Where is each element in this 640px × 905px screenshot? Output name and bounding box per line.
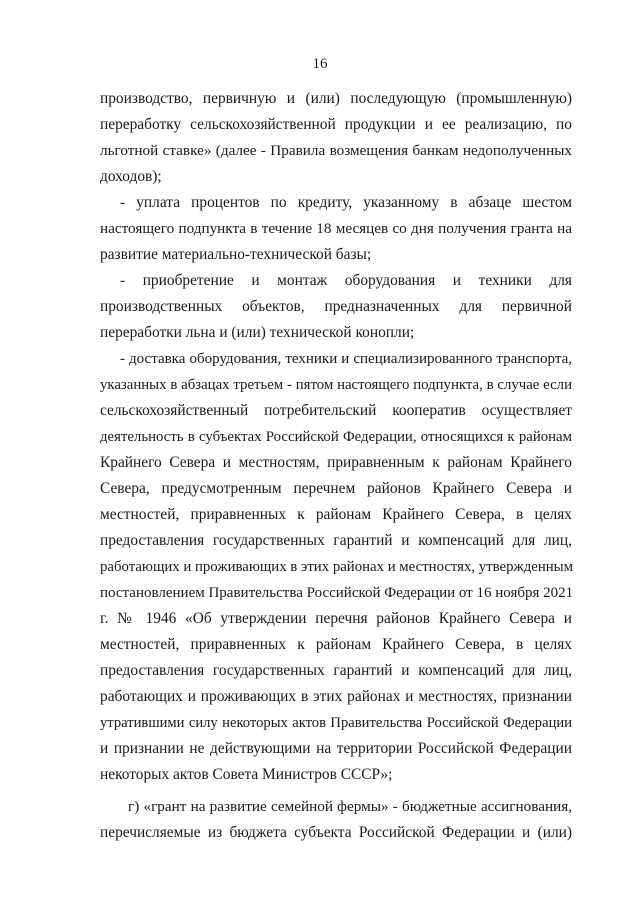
text-line: работающих и проживающих в этих районах и местностях, утвержденным [100,559,573,575]
text-line: производственных объектов, предназначенных для первичной [100,298,572,315]
text-line: местностей, приравненных к районам Крайнего Севера, в целях [100,506,572,523]
text-line: Севера, предусмотренным перечнем районов Крайнего Севера и [100,480,572,497]
text-line: постановлением Правительства Российской Федерации от 16 ноября 2021 [100,585,574,601]
text-line: настоящего подпункта в течение 18 месяцев со дня получения гранта на [100,220,572,237]
text-line: г. № 1946 «Об утверждении перечня районов Крайнего Севера и [100,610,572,627]
text-line: - доставка оборудования, техники и специализированного транспорта, [120,351,572,367]
text-line: производство, первичную и (или) последующую (промышленную) [100,90,572,107]
text-line: льготной ставке» (далее - Правила возмещения банкам недополученных [100,142,572,159]
text-line: некоторых актов Совета Министров СССР»; [100,766,393,783]
text-line: работающих и проживающих в этих районах и местностях, признании [100,688,572,705]
text-line: утратившими силу некоторых актов Правительства Российской Федерации [100,715,572,731]
text-line: предоставления государственных гарантий и компенсаций для лиц, [100,662,572,679]
text-line: развитие материально-технической базы; [100,246,372,263]
text-line: - приобретение и монтаж оборудования и техники для [120,272,572,289]
text-line: указанных в абзацах третьем - пятом настоящего подпункта, в случае если [100,377,572,393]
text-line: местностей, приравненных к районам Крайнего Севера, в целях [100,636,572,653]
page-number: 16 [312,56,328,72]
text-line: - уплата процентов по кредиту, указанному в абзаце шестом [120,194,572,211]
text-line: доходов); [100,168,162,185]
text-line: перечисляемые из бюджета субъекта Российской Федерации и (или) [100,824,572,841]
text-line: сельскохозяйственный потребительский кооператив осуществляет [100,402,572,419]
text-line: деятельность в субъектах Российской Федерации, относящихся к районам [100,429,572,445]
text-line: г) «грант на развитие семейной фермы» - бюджетные ассигнования, [128,798,572,815]
text-line: и признании не действующими на территории Российской Федерации [100,740,572,757]
text-line: предоставления государственных гарантий и компенсаций для лиц, [100,532,572,549]
text-line: переработку сельскохозяйственной продукции и ее реализацию, по [100,116,572,133]
text-line: переработки льна и (или) технической конопли; [100,324,415,341]
text-line: Крайнего Севера и местностям, приравненным к районам Крайнего [100,454,572,471]
